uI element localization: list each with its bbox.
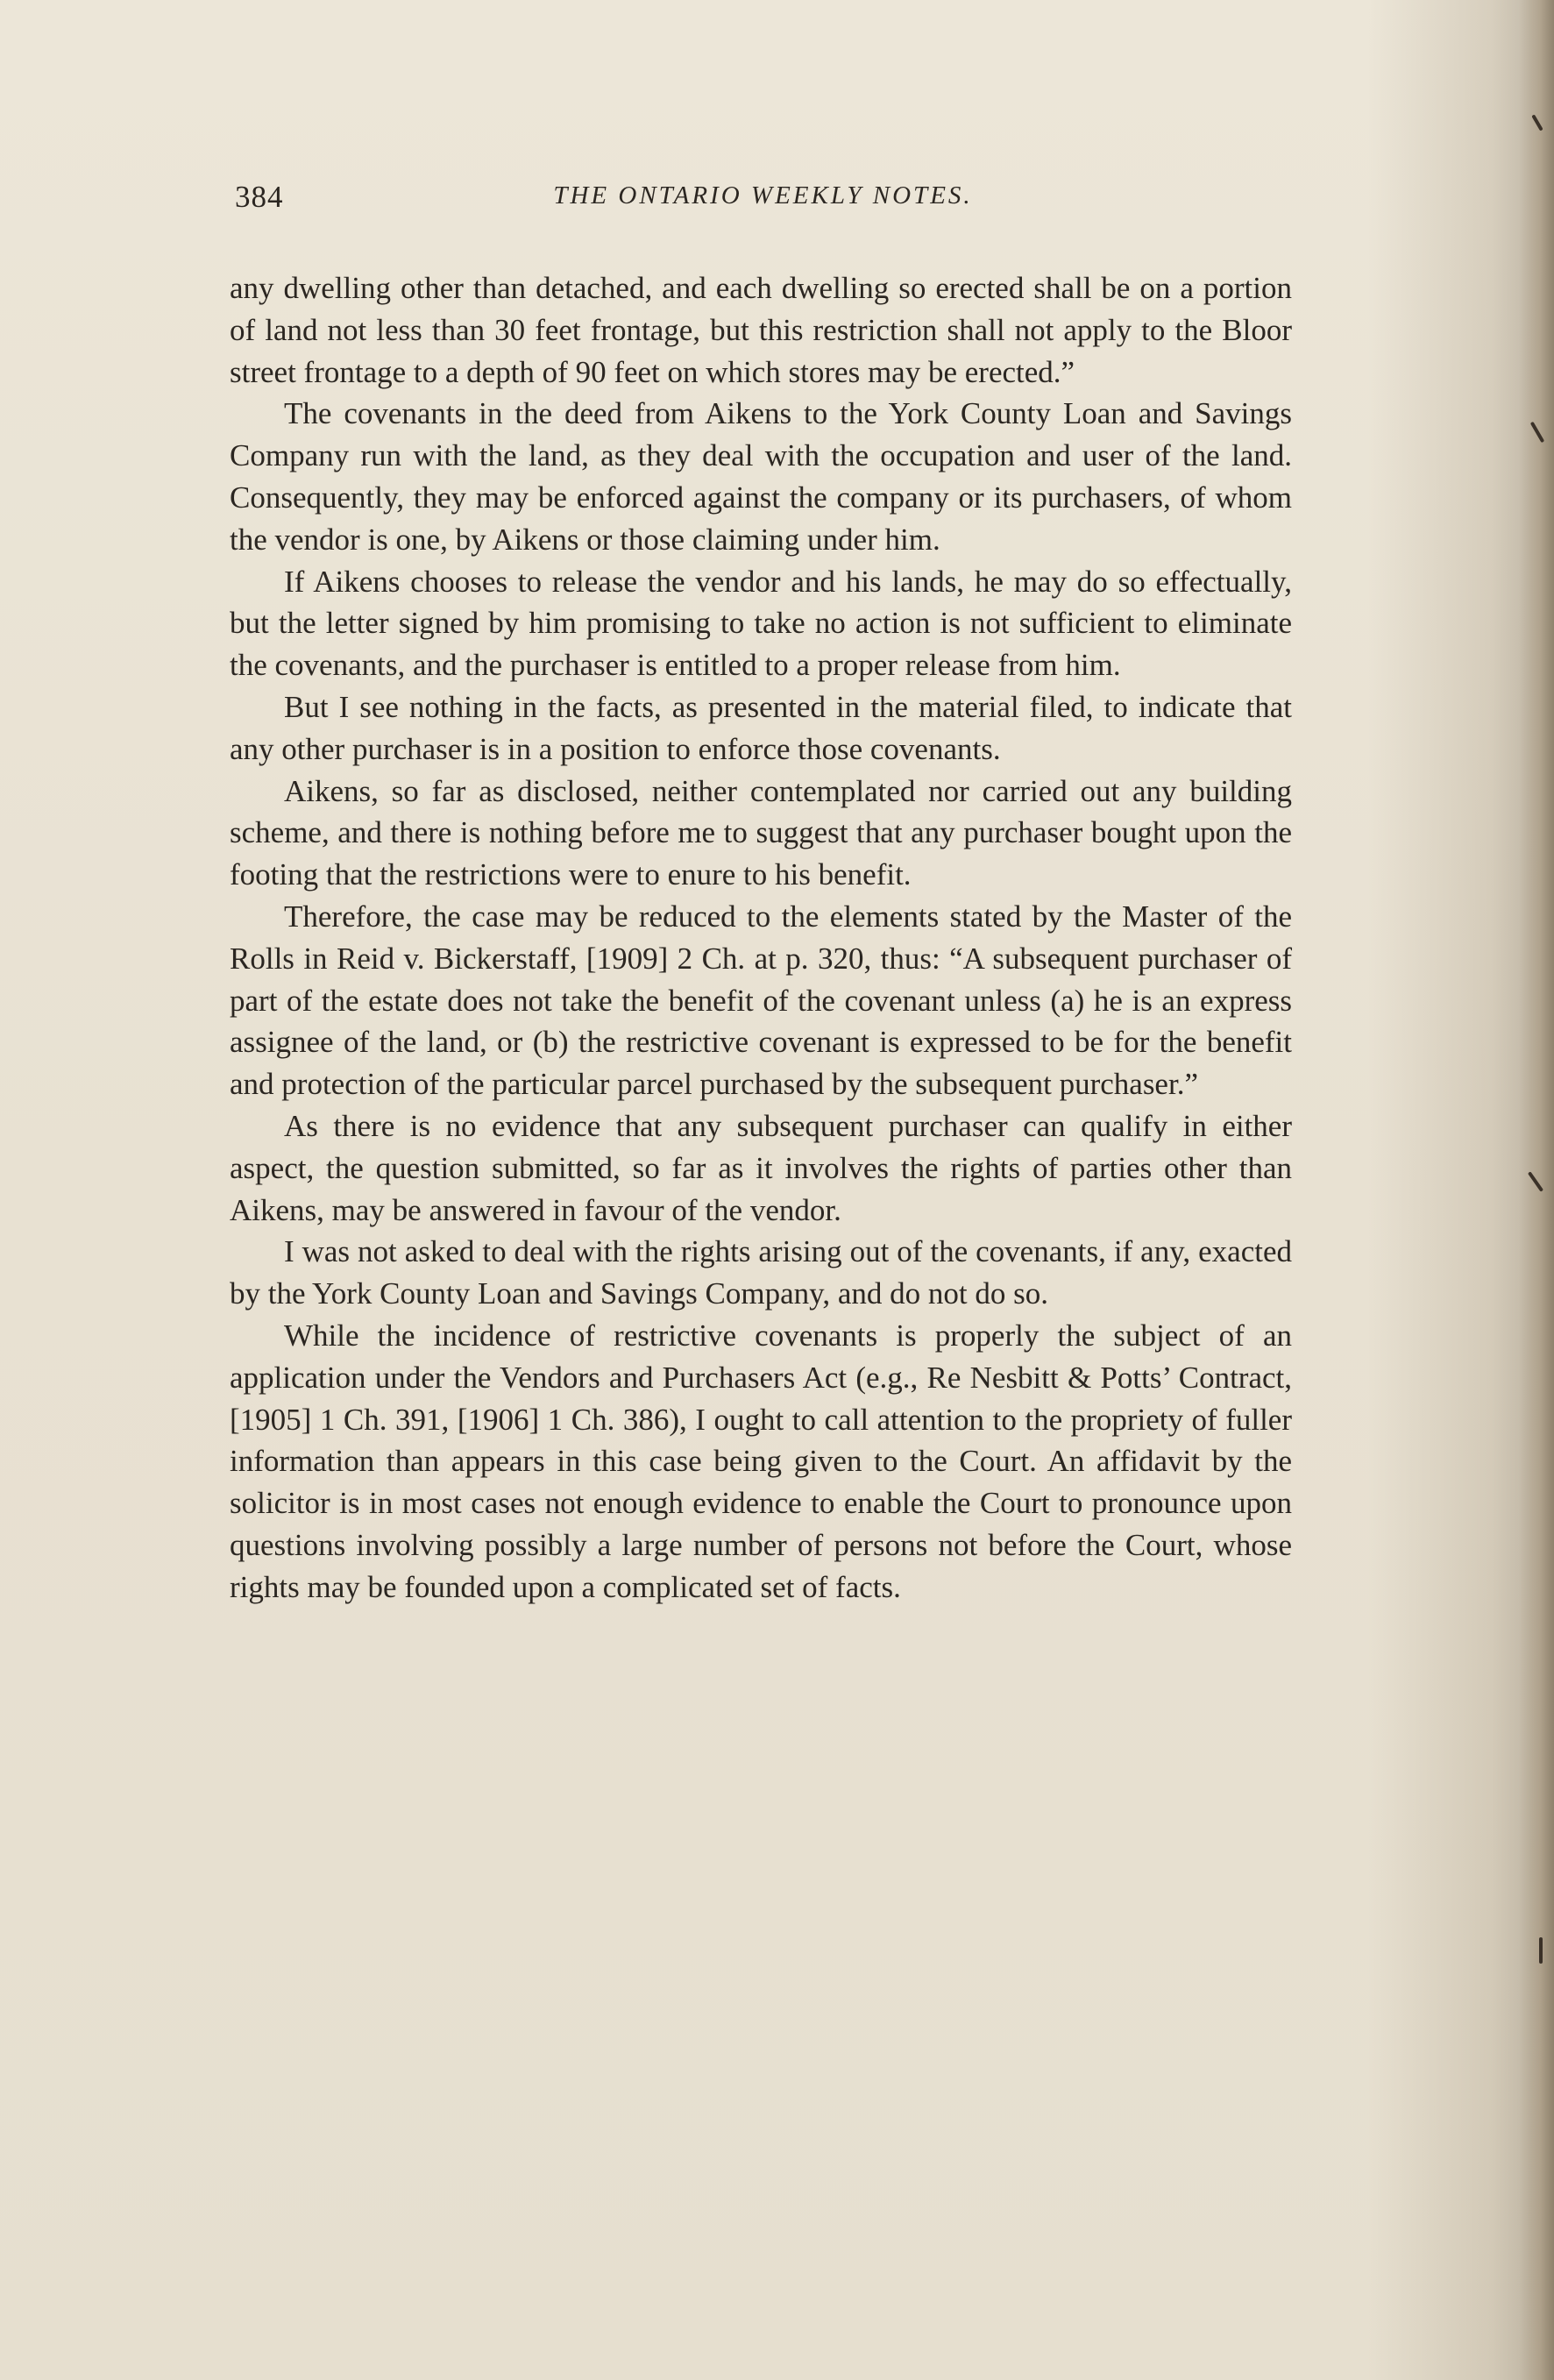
- paragraph: As there is no evidence that any subsequent purchaser can qualify in either aspect, the question submitted, so far as it involves the rights of parties other than Aikens, may be answered in favour of the vendor.: [230, 1108, 1292, 1227]
- paragraph: any dwelling other than detached, and each dwelling so erected shall be on a portion of land not less than 30 feet frontage, but this restriction shall not apply to the Bloor street frontage to a depth of 90 feet on which stores may be erected.”: [230, 271, 1292, 389]
- paragraph: While the incidence of restrictive covenants is properly the subject of an application under the Vendors and Purchasers Act (e.g., Re Nesbitt & Potts’ Contract, [1905] 1 Ch. 391, [1906] 1 Ch. 386), I ought to call attention to the propriety of fuller information than appears in this case being given to the Court. An affidavit by the solicitor is in most cases not enough evidence to enable the Court to pronounce upon questions involving possibly a large number of persons not before the Court, whose rights may be founded upon a complicated set of facts.: [230, 1318, 1292, 1604]
- page-number: 384: [235, 180, 284, 214]
- paragraph: Therefore, the case may be reduced to the elements stated by the Master of the Rolls in Reid v. Bickerstaff, [1909] 2 Ch. at p. 320, thus: “A subsequent purchaser of part of the estate does not take the benefit of the covenant unless (a) he is an express assignee of the land, or (b) the restrictive covenant is expressed to be for the benefit and protection of the particular parcel purchased by the subsequent purchaser.”: [230, 899, 1292, 1102]
- page-edge-shadow: [1519, 0, 1554, 2380]
- paragraph: If Aikens chooses to release the vendor and his lands, he may do so effectually, but the letter signed by him promising to take no action is not sufficient to eliminate the covenants, and the purchaser is entitled to a proper release from him.: [230, 564, 1292, 683]
- body-text: [230, 267, 1292, 1609]
- running-head: THE ONTARIO WEEKLY NOTES.: [553, 181, 973, 210]
- paragraph: I was not asked to deal with the rights arising out of the covenants, if any, exacted by the York County Loan and Savings Company, and do not do so.: [230, 1234, 1292, 1311]
- page-header: [235, 180, 1291, 232]
- paragraph: But I see nothing in the facts, as presented in the material filed, to indicate that any other purchaser is in a position to enforce those covenants.: [230, 689, 1292, 766]
- edge-mark: [1539, 1937, 1543, 1964]
- paragraph: The covenants in the deed from Aikens to the York County Loan and Savings Company run with the land, as they deal with the occupation and user of the land. Consequently, they may be enforced against the company or its purchasers, of whom the vendor is one, by Aikens or those claiming under him.: [230, 396, 1292, 557]
- paragraph: Aikens, so far as disclosed, neither contemplated nor carried out any building scheme, and there is nothing before me to suggest that any purchaser bought upon the footing that the restrictions were to enure to his benefit.: [230, 773, 1292, 892]
